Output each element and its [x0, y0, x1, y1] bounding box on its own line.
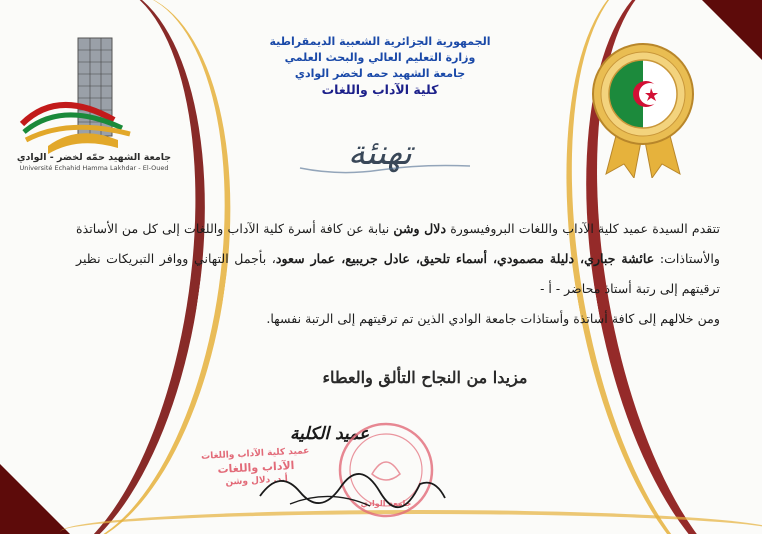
- round-stamp-text: جامعة الوادي: [360, 499, 412, 508]
- title-text: تهنئة: [348, 133, 412, 173]
- certificate-body: [76, 214, 720, 334]
- logo-caption: [14, 152, 174, 173]
- signature-title: عميد الكلية: [290, 424, 370, 444]
- algeria-flag-medal-icon: [588, 38, 698, 178]
- stamp-line-1: عميد كلية الآداب واللغات: [200, 446, 310, 462]
- closing-wish: مزيدا من النجاح التألق والعطاء: [322, 368, 528, 387]
- honorees-names: عائشة جباري، دليلة مصمودي، أسماء تلحيق، عادل جريبيع، عمار سعود: [275, 251, 655, 266]
- header-republic: الجمهورية الجزائرية الشعبية الديمقراطية: [269, 35, 491, 48]
- stamp-line-2: الآداب واللغات: [217, 458, 295, 477]
- title-calligraphy: [280, 128, 480, 180]
- dean-name: دلال وشن: [393, 221, 447, 236]
- body-paragraph-1: [76, 214, 720, 304]
- body-paragraph-2: ومن خلالهم إلى كافة أساتذة وأستاذات جامعة الوادي الذين تم ترقيتهم إلى الرتبة نفسها.: [266, 311, 720, 326]
- header-ministry: وزارة التعليم العالي والبحث العلمي: [284, 51, 476, 64]
- body-p1-prefix: تتقدم السيدة عميد كلية الآداب واللغات البروفيسورة: [446, 221, 720, 236]
- stamp-line-3: أ.د. دلال وشن: [225, 474, 289, 488]
- logo-arabic-name: جامعة الشهيد حمّه لخضر - الوادي: [16, 152, 172, 163]
- handwritten-signature: [250, 448, 450, 518]
- body-p1-suffix: نيابة عن كافة أسرة كلية الآداب واللغات إلى كل من الأساتذة والأستاذات:: [76, 221, 720, 266]
- frame-corner-top-right: [702, 0, 762, 60]
- header-faculty: كلية الآداب واللغات: [321, 82, 439, 97]
- body-p1-end: ، بأجمل التهاني ووافر التبريكات نظير ترقيتهم إلى رتبة أستاذ محاضر - أ -: [76, 251, 720, 296]
- header-university: جامعة الشهيد حمه لخضر الوادي: [294, 67, 466, 80]
- logo-latin-name: Université Echahid Hamma Lakhdar - El-Oued: [19, 164, 169, 172]
- frame-corner-bottom-left: [0, 464, 70, 534]
- letterhead: [240, 34, 520, 98]
